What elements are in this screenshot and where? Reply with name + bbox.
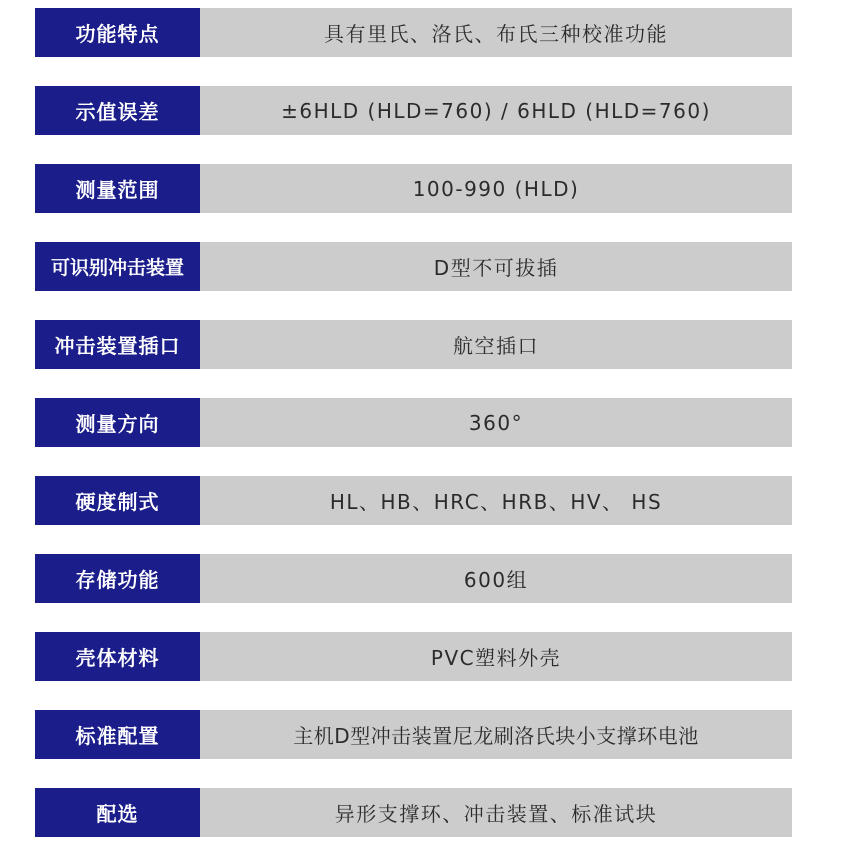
- spec-row-housing: [35, 632, 792, 681]
- spec-label: 可识别冲击装置: [35, 242, 200, 291]
- spec-row-features: [35, 8, 792, 57]
- spec-value: HL、HB、HRC、HRB、HV、 HS: [200, 476, 792, 525]
- spec-value: 具有里氏、洛氏、布氏三种校准功能: [200, 8, 792, 57]
- spec-row-error: [35, 86, 792, 135]
- spec-row-direction: [35, 398, 792, 447]
- spec-row-range: [35, 164, 792, 213]
- spec-value: 600组: [200, 554, 792, 603]
- spec-value: 360°: [200, 398, 792, 447]
- spec-label: 壳体材料: [35, 632, 200, 681]
- spec-row-socket: [35, 320, 792, 369]
- spec-label: 存储功能: [35, 554, 200, 603]
- spec-label: 标准配置: [35, 710, 200, 759]
- spec-label: 配选: [35, 788, 200, 837]
- spec-label: 硬度制式: [35, 476, 200, 525]
- spec-label: 测量方向: [35, 398, 200, 447]
- spec-label: 示值误差: [35, 86, 200, 135]
- spec-value: ±6HLD (HLD=760) / 6HLD (HLD=760): [200, 86, 792, 135]
- spec-value: PVC塑料外壳: [200, 632, 792, 681]
- spec-value: D型不可拔插: [200, 242, 792, 291]
- spec-value: 航空插口: [200, 320, 792, 369]
- spec-table: [35, 8, 792, 837]
- spec-value: 100-990 (HLD): [200, 164, 792, 213]
- spec-value: 主机D型冲击装置尼龙刷洛氏块小支撑环电池: [200, 710, 792, 759]
- spec-label: 冲击装置插口: [35, 320, 200, 369]
- spec-label: 测量范围: [35, 164, 200, 213]
- spec-row-optional: [35, 788, 792, 837]
- spec-row-impact-device: [35, 242, 792, 291]
- spec-row-storage: [35, 554, 792, 603]
- spec-row-standard-config: [35, 710, 792, 759]
- spec-value: 异形支撑环、冲击装置、标准试块: [200, 788, 792, 837]
- spec-row-scales: [35, 476, 792, 525]
- spec-label: 功能特点: [35, 8, 200, 57]
